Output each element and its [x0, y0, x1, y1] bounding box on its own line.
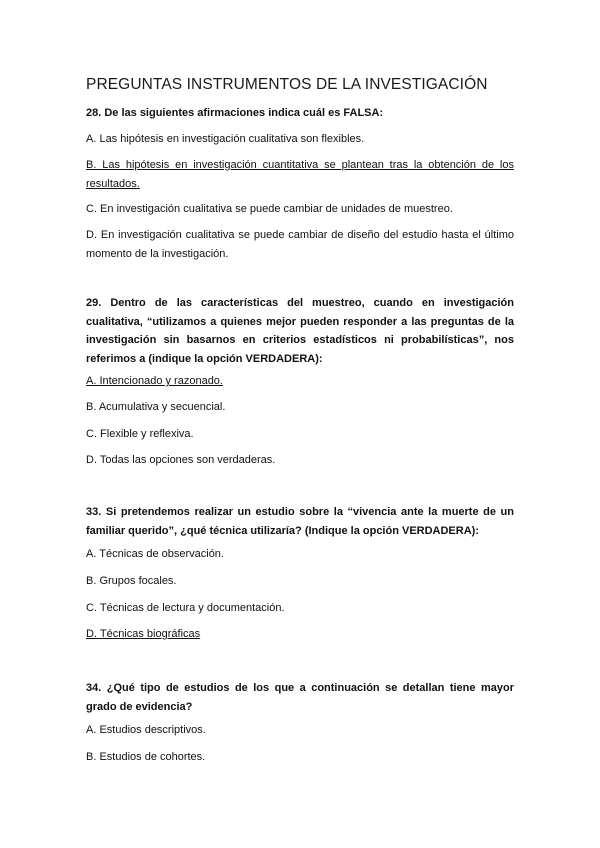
- q29-option-a: A. Intencionado y razonado.: [86, 375, 223, 387]
- question-28: 28. De las siguientes afirmaciones indica cuál es FALSA:: [86, 107, 384, 119]
- q33-option-b: B. Grupos focales.: [86, 575, 177, 587]
- question-34: 34. ¿Qué tipo de estudios de los que a continuación se detallan tiene mayor grado de evidencia?: [86, 682, 514, 713]
- q33-option-d: D. Técnicas biográficas: [86, 628, 201, 640]
- q28-option-c: C. En investigación cualitativa se puede cambiar de unidades de muestreo.: [86, 203, 453, 215]
- q33-option-c: C. Técnicas de lectura y documentación.: [86, 602, 285, 614]
- q29-option-d: D. Todas las opciones son verdaderas.: [86, 454, 276, 466]
- q33-option-a: A. Técnicas de observación.: [86, 548, 224, 560]
- q34-option-a: A. Estudios descriptivos.: [86, 724, 206, 736]
- q28-option-d: D. En investigación cualitativa se puede cambiar de diseño del estudio hasta el último momento de la investigación.: [86, 229, 514, 260]
- question-33: 33. Si pretendemos realizar un estudio sobre la “vivencia ante la muerte de un familiar querido”, ¿qué técnica utilizaría? (Indique la opción VERDADERA):: [86, 506, 514, 537]
- q28-option-b: B. Las hipótesis en investigación cuantitativa se plantean tras la obtención de los resultados.: [86, 159, 514, 190]
- q29-option-c: C. Flexible y reflexiva.: [86, 428, 194, 440]
- q29-option-b: B. Acumulativa y secuencial.: [86, 401, 226, 413]
- q34-option-b: B. Estudios de cohortes.: [86, 751, 206, 763]
- q28-option-a: A. Las hipótesis en investigación cualitativa son flexibles.: [86, 133, 365, 145]
- question-29: 29. Dentro de las características del muestreo, cuando en investigación cualitativa, “utilizamos a quienes mejor pueden responder a las preguntas de la investigación sin basarnos en criterios estadísticos ni probabilísticas”, nos referimos a (indique la opción VERDADERA):: [86, 297, 514, 365]
- document-title: PREGUNTAS INSTRUMENTOS DE LA INVESTIGACIÓN: [86, 76, 488, 93]
